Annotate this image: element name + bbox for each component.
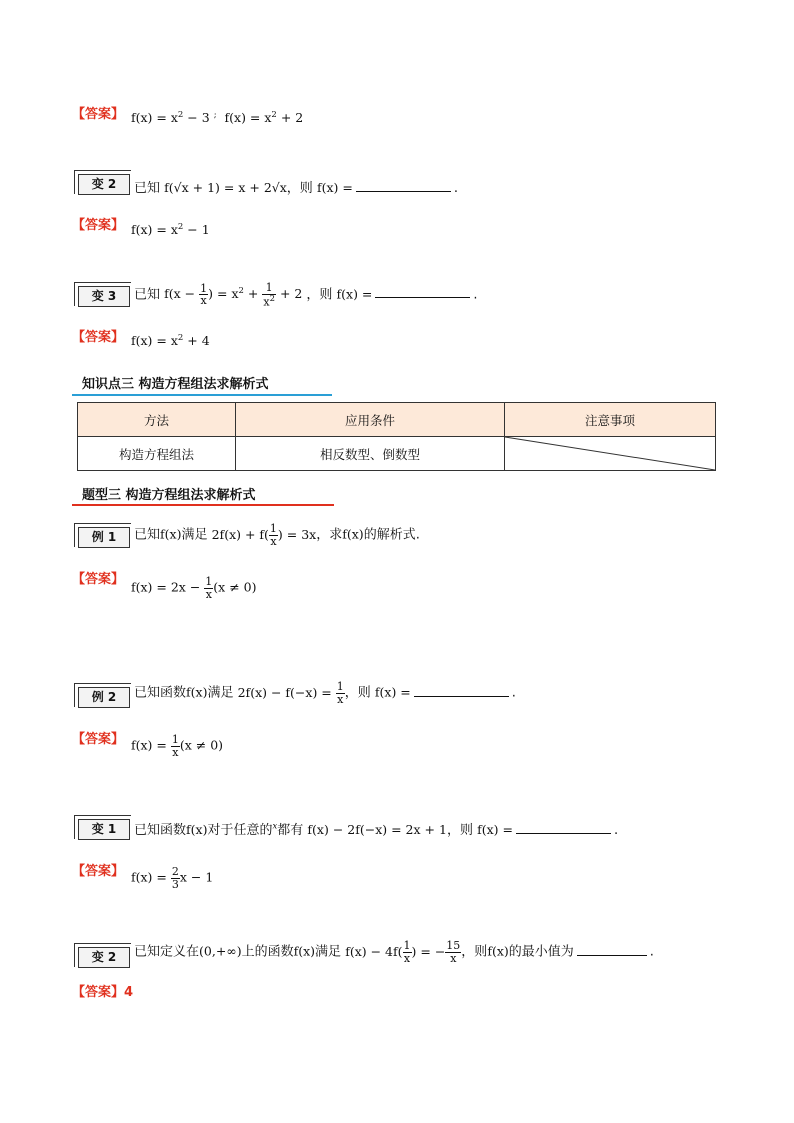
answer-blank[interactable] [356,190,451,192]
table-cell-condition: 相反数型、倒数型 [236,437,505,471]
answer-label: 【答案】 [72,218,125,233]
answer-blank[interactable] [516,832,611,834]
answer-expression: f(x) = 2x − $\frac{1}{x}$ (x ≠ 0) [131,575,257,601]
answer-blank[interactable] [414,695,509,697]
answer-label: 【答案】 [72,572,125,587]
question-ex2-text: 已知函数f(x)满足 2f(x) − f(−x) = $\frac{1}{x}$ ，则 f(x) = . [134,680,516,706]
knowledge-point-title: 知识点三 构造方程组法求解析式 [82,377,269,392]
question-tag-var2: 变 2 [78,174,130,195]
question-var2-text: 已知 f(√x + 1) = x + 2√x，则 f(x) = . [134,180,458,196]
answer-label: 【答案】 [72,864,125,879]
table-cell-notes-empty [505,437,716,471]
question-tag-var3: 变 3 [78,286,130,307]
type-underline [72,504,334,506]
question-var3-text: 已知 f(x − $\frac{1}{x}$ ) = $x^2$ + $\frac{1}{x^2}$ + 2 ，则 f(x) = . [134,281,478,309]
question-var2b-text: 已知定义在(0,+∞)上的函数f(x)满足 f(x) − 4f( $\frac{1}{x}$ ) = − $\frac{15}{x}$ ，则f(x)的最小值为 . [134,939,654,965]
answer-blank[interactable] [375,296,470,298]
method-table [77,402,716,471]
table-header-condition: 应用条件 [236,403,505,437]
answer-expression: $f(x) = x^2 - 1$ [131,222,210,238]
answer-label-final: 【答案】4 [72,985,134,1000]
answer-blank[interactable] [577,954,647,956]
answer-expression: $f(x) = x^2 - 3$ ; $f(x) = x^2 + 2$ [131,110,304,126]
question-tag-ex2: 例 2 [78,687,130,708]
question-tag-var2b: 变 2 [78,947,130,968]
question-tag-ex1: 例 1 [78,527,130,548]
answer-label: 【答案】 [72,107,125,122]
table-header-method: 方法 [78,403,236,437]
answer-expression: f(x) = $\frac{2}{3}$ x − 1 [131,865,214,891]
answer-expression: f(x) = $\frac{1}{x}$ (x ≠ 0) [131,733,224,759]
question-ex1-text: 已知f(x)满足 2f(x) + f( $\frac{1}{x}$ ) = 3x，求f(x)的解析式. [134,522,420,548]
answer-expression: $f(x) = x^2 + 4$ [131,333,210,349]
diagonal-line [505,437,715,470]
question-var1-text: 已知函数f(x)对于任意的$^x$都有 f(x) − 2f(−x) = 2x + 1，则 f(x) = . [134,821,619,838]
answer-label: 【答案】 [72,732,125,747]
knowledge-underline [72,394,332,396]
table-header-notes: 注意事项 [505,403,716,437]
question-type-title: 题型三 构造方程组法求解析式 [82,488,256,503]
question-tag-var1: 变 1 [78,819,130,840]
answer-value: 4 [124,985,134,1000]
table-cell-method: 构造方程组法 [78,437,236,471]
answer-label: 【答案】 [72,330,125,345]
